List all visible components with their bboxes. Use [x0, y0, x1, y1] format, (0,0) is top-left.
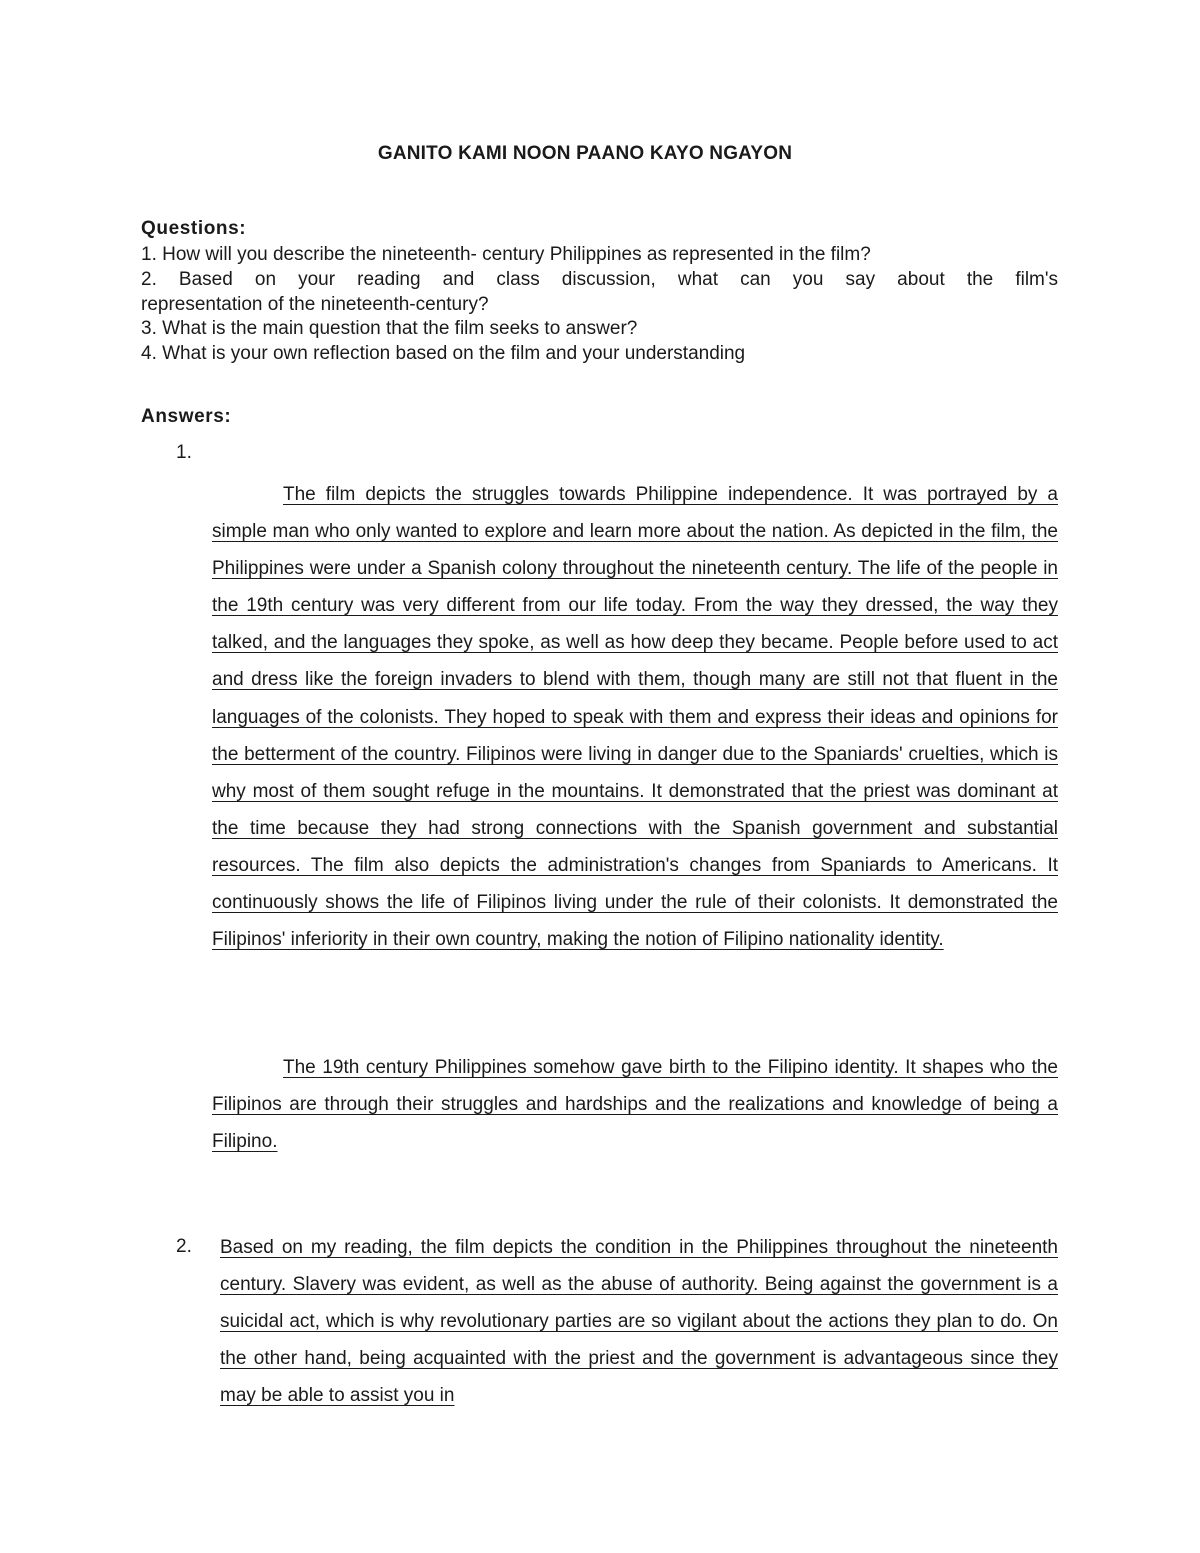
question-2-line-2: representation of the nineteenth-century?	[141, 294, 489, 315]
question-2-line-1: 2. Based on your reading and class discussion, what can you say about the film's	[141, 269, 1058, 290]
answer-2-number: 2.	[176, 1236, 192, 1257]
answer-1-number: 1.	[176, 442, 192, 463]
answer-2-paragraph-1: Based on my reading, the film depicts the condition in the Philippines throughout the nineteenth century. Slavery was evident, as well as the abuse of authority. Being against the government is a suicidal act, which is why revolutionary parties are so vigilant about the actions they plan to do. On the other hand, being acquainted with the priest and the government is advantageous since they may be able to assist you in	[220, 1237, 1058, 1407]
answer-1-paragraph-2: The 19th century Philippines somehow gave birth to the Filipino identity. It shapes who the Filipinos are through their struggles and hardships and the realizations and knowledge of being a Filipino.	[212, 1057, 1058, 1153]
question-1: 1. How will you describe the nineteenth- century Philippines as represented in the film?	[141, 244, 871, 265]
question-4: 4. What is your own reflection based on the film and your understanding	[141, 343, 746, 364]
answer-1-paragraph-1: The film depicts the struggles towards Philippine independence. It was portrayed by a simple man who only wanted to explore and learn more about the nation. As depicted in the film, the Philippines were under a Spanish colony throughout the nineteenth century. The life of the people in the 19th century was very different from our life today. From the way they dressed, the way they talked, and the languages they spoke, as well as how deep they became. People before used to act and dress like the foreign invaders to blend with them, though many are still not that fluent in the languages of the colonists. They hoped to speak with them and express their ideas and opinions for the betterment of the country. Filipinos were living in danger due to the Spaniards' cruelties, which is why most of them sought refuge in the mountains. It demonstrated that the priest was dominant at the time because they had strong connections with the Spanish government and substantial resources. The film also depicts the administration's changes from Spaniards to Americans. It continuously shows the life of Filipinos living under the rule of their colonists. It demonstrated the Filipinos' inferiority in their own country, making the notion of Filipino nationality identity.	[212, 484, 1058, 951]
answers-heading: Answers:	[141, 406, 232, 427]
question-3: 3. What is the main question that the film seeks to answer?	[141, 318, 638, 339]
questions-heading: Questions:	[141, 218, 247, 239]
document-title: GANITO KAMI NOON PAANO KAYO NGAYON	[377, 143, 793, 164]
